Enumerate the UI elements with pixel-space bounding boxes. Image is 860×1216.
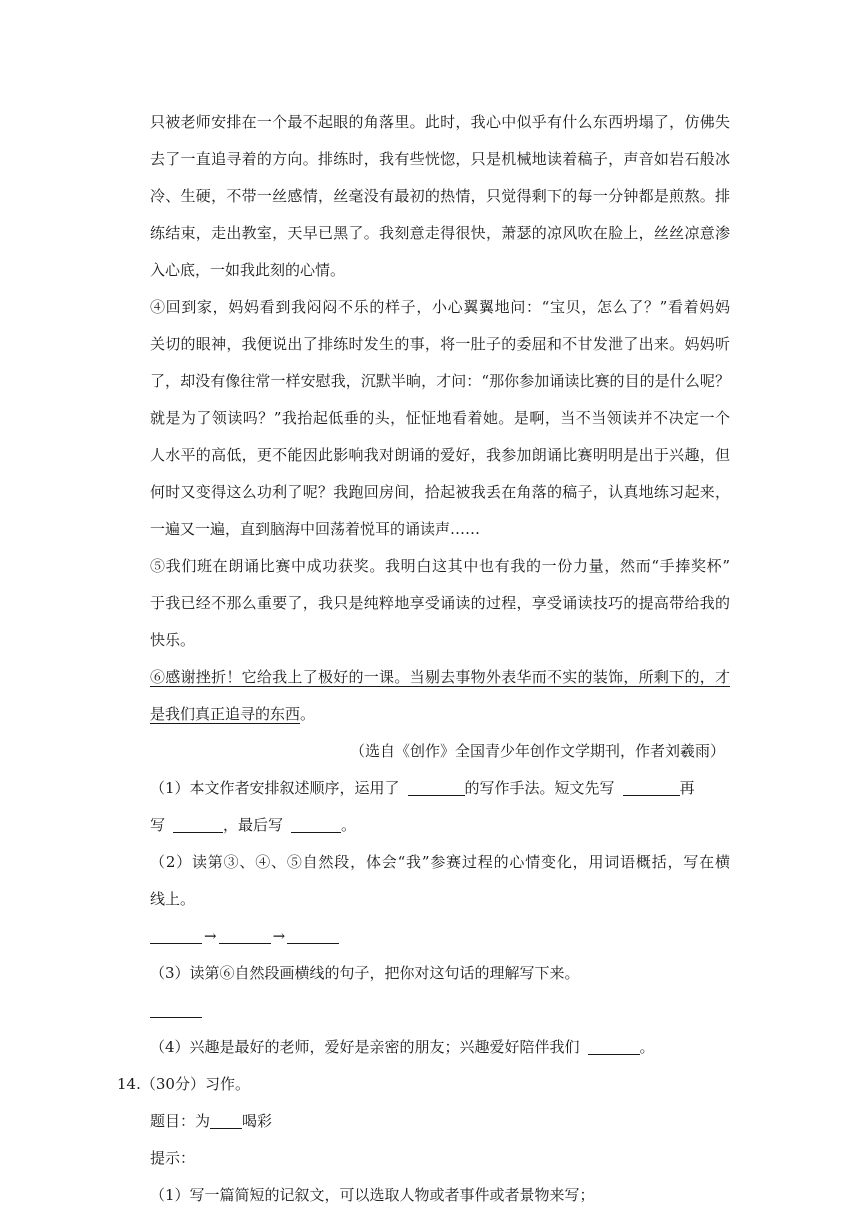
p4-line-4: 就是为了领读吗？”我抬起低垂的头，怔怔地看着她。是啊，当不当领读并不决定一个 <box>150 409 730 427</box>
p3-line-3: 冷、生硬，不带一丝感情，丝毫没有最初的热情，只觉得剩下的每一分钟都是煎熬。排 <box>150 187 730 205</box>
p5-line-2: 于我已经不那么重要了，我只是纯粹地享受诵读的过程，享受诵读技巧的提高带给我的 <box>150 594 730 612</box>
arrow-icon: → <box>204 927 217 945</box>
question-2-line-1: （2）读第③、④、⑤自然段，体会“我”参赛过程的心情变化，用词语概括，写在横 <box>150 853 730 871</box>
q4-blank[interactable] <box>588 1038 640 1055</box>
q1-blank-first[interactable] <box>623 779 680 796</box>
q3-answer-row <box>150 999 730 1021</box>
q4-text-a: （4）兴趣是最好的老师，爱好是亲密的朋友；兴趣爱好陪伴我们 <box>150 1038 580 1056</box>
arrow-icon: → <box>272 927 286 945</box>
p3-line-5: 入心底，一如我此刻的心情。 <box>150 261 346 279</box>
question-14-header: 14.（30分）习作。 <box>117 1075 250 1093</box>
q14-title-b: 喝彩 <box>242 1112 273 1130</box>
p4-line-1: ④回到家，妈妈看到我闷闷不乐的样子，小心翼翼地问：“宝贝，怎么了？”看着妈妈 <box>150 298 730 316</box>
question-3: （3）读第⑥自然段画横线的句子，把你对这句话的理解写下来。 <box>150 964 580 982</box>
q2-blank-3[interactable] <box>287 927 339 944</box>
q1-blank-then[interactable] <box>173 816 223 833</box>
q14-title-blank[interactable] <box>210 1112 242 1129</box>
q1-text-d: 写 <box>150 816 166 834</box>
q1-blank-technique[interactable] <box>408 779 465 796</box>
q1-text-e: ，最后写 <box>223 816 284 834</box>
p4-line-5: 人水平的高低，更不能因此影响我对朗诵的爱好，我参加朗诵比赛明明是出于兴趣，但 <box>150 446 730 464</box>
q14-title <box>150 1110 730 1132</box>
p4-line-7: 一遍又一遍，直到脑海中回荡着悦耳的诵读声…… <box>150 520 481 538</box>
source-citation: （选自《创作》全国青少年创作文学期刊，作者刘羲雨） <box>349 742 725 760</box>
p5-line-3: 快乐。 <box>150 631 196 649</box>
p6-underlined-text: 是我们真正追寻的东西 <box>150 705 301 723</box>
question-4 <box>150 1036 730 1058</box>
q14-title-a: 题目：为 <box>150 1112 211 1130</box>
p3-line-1: 只被老师安排在一个最不起眼的角落里。此时，我心中似乎有什么东西坍塌了，仿佛失 <box>150 113 730 131</box>
q3-blank[interactable] <box>150 1001 202 1018</box>
p6-line-1: ⑥感谢挫折！它给我上了极好的一课。当剔去事物外表华而不实的装饰，所剩下的，才 <box>150 668 730 686</box>
q1-text-a: （1）本文作者安排叙述顺序，运用了 <box>150 779 400 797</box>
q1-text-f: 。 <box>341 816 357 834</box>
p6-end-mark: 。 <box>300 705 316 723</box>
p6-line-2 <box>150 703 730 725</box>
question-2-line-2: 线上。 <box>150 890 196 908</box>
q1-text-b: 的写作手法。短文先写 <box>464 779 615 797</box>
p3-line-4: 练结束，走出教室，天早已黑了。我刻意走得很快，萧瑟的凉风吹在脸上，丝丝凉意渗 <box>150 224 730 242</box>
p4-line-6: 何时又变得这么功利了呢？我跑回房间，拾起被我丢在角落的稿子，认真地练习起来， <box>150 483 730 501</box>
p5-line-1: ⑤我们班在朗诵比赛中成功获奖。我明白这其中也有我的一份力量，然而“手捧奖杯” <box>150 557 730 575</box>
q14-hint-label: 提示： <box>150 1149 196 1167</box>
p4-line-2: 关切的眼神，我便说出了排练时发生的事，将一肚子的委屈和不甘发泄了出来。妈妈听 <box>150 335 730 353</box>
q2-answer-row <box>150 925 730 947</box>
p4-line-3: 了，却没有像往常一样安慰我，沉默半晌，才问：“那你参加诵读比赛的目的是什么呢？ <box>150 372 730 390</box>
q1-text-c: 再 <box>679 779 695 797</box>
q4-text-b: 。 <box>639 1038 655 1056</box>
p3-line-2: 去了一直追寻着的方向。排练时，我有些恍惚，只是机械地读着稿子，声音如岩石般冰 <box>150 150 730 168</box>
q2-blank-2[interactable] <box>219 927 271 944</box>
question-1-line-1 <box>150 777 730 799</box>
q1-blank-last[interactable] <box>291 816 341 833</box>
question-1-line-2 <box>150 814 730 836</box>
q14-hint-1: （1）写一篇简短的记叙文，可以选取人物或者事件或者景物来写； <box>150 1186 595 1204</box>
q2-blank-1[interactable] <box>150 927 202 944</box>
